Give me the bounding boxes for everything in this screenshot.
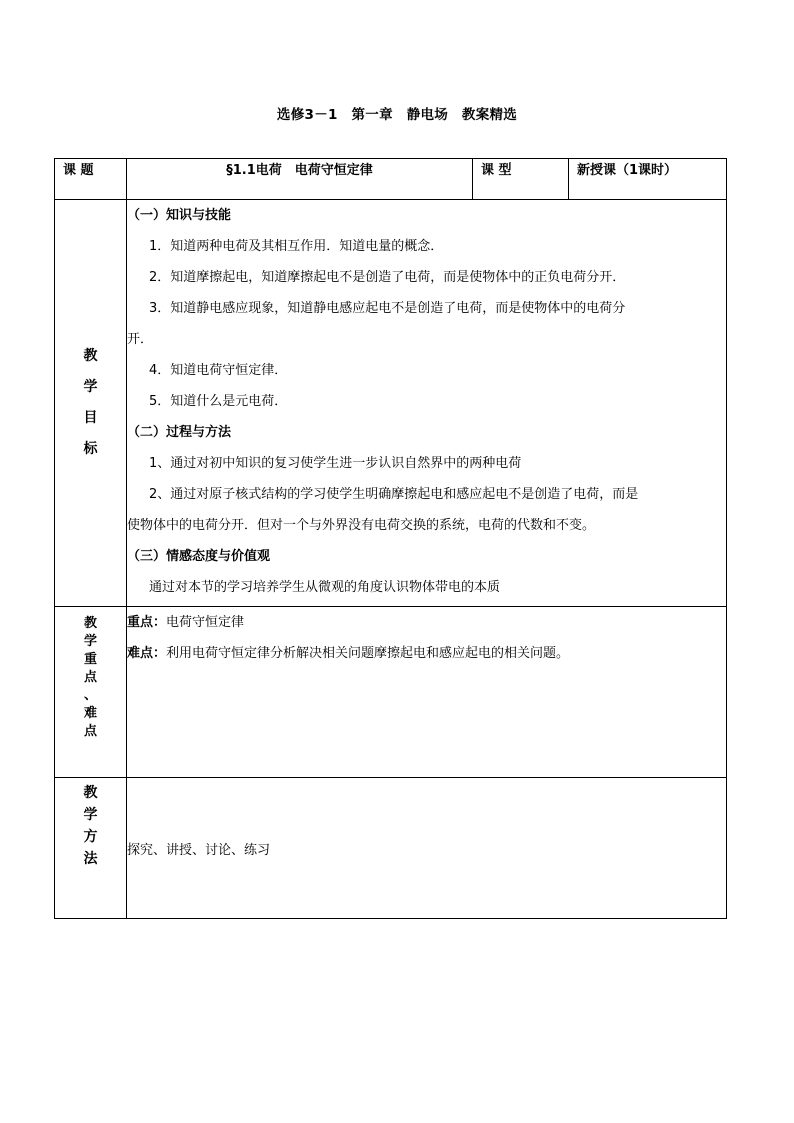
type-value: 新授课（1课时） — [569, 159, 727, 200]
objectives-row — [55, 200, 727, 607]
focus-row — [55, 607, 727, 778]
focus-side-label: 教 学 重 点 、 难 点 — [55, 607, 127, 778]
key-point — [127, 607, 726, 638]
key-point-label: 重点： — [127, 615, 167, 630]
lesson-plan-table — [54, 158, 727, 919]
list-item: 开． — [127, 332, 154, 347]
section-title: （三）情感态度与价值观 — [127, 549, 271, 564]
method-row — [55, 778, 727, 919]
list-item: 2．知道摩擦起电，知道摩擦起电不是创造了电荷，而是使物体中的正负电荷分开． — [149, 270, 626, 285]
list-item: 4．知道电荷守恒定律． — [149, 363, 288, 378]
objectives-content — [127, 200, 727, 607]
objectives-side-label: 教 学 目 标 — [55, 200, 127, 607]
method-content: 探究、讲授、讨论、练习 — [127, 778, 727, 919]
list-item: 1、通过对初中知识的复习使学生进一步认识自然界中的两种电荷 — [149, 456, 522, 471]
difficulty-label: 难点： — [127, 646, 167, 661]
section-title: （一）知识与技能 — [127, 208, 232, 223]
focus-content — [127, 607, 727, 778]
list-item: 3．知道静电感应现象，知道静电感应起电不是创造了电荷，而是使物体中的电荷分 — [149, 301, 626, 316]
difficulty-point — [127, 638, 726, 669]
list-item: 通过对本节的学习培养学生从微观的角度认识物体带电的本质 — [149, 580, 501, 595]
header-row — [55, 159, 727, 200]
difficulty-text: 利用电荷守恒定律分析解决相关问题摩擦起电和感应起电的相关问题。 — [166, 646, 570, 661]
topic-value: §1.1电荷 电荷守恒定律 — [127, 159, 473, 200]
topic-label: 课 题 — [55, 159, 127, 200]
type-label: 课 型 — [473, 159, 569, 200]
list-item: 使物体中的电荷分开．但对一个与外界没有电荷交换的系统，电荷的代数和不变。 — [127, 518, 596, 533]
section-title: （二）过程与方法 — [127, 425, 232, 440]
document-title: 选修3－1 第一章 静电场 教案精选 — [276, 107, 518, 123]
key-point-text: 电荷守恒定律 — [166, 615, 245, 630]
list-item: 5．知道什么是元电荷． — [149, 394, 288, 409]
list-item: 1．知道两种电荷及其相互作用．知道电量的概念． — [149, 239, 444, 254]
list-item: 2、通过对原子核式结构的学习使学生明确摩擦起电和感应起电不是创造了电荷，而是 — [149, 487, 639, 502]
method-side-label: 教 学 方 法 — [55, 778, 127, 919]
